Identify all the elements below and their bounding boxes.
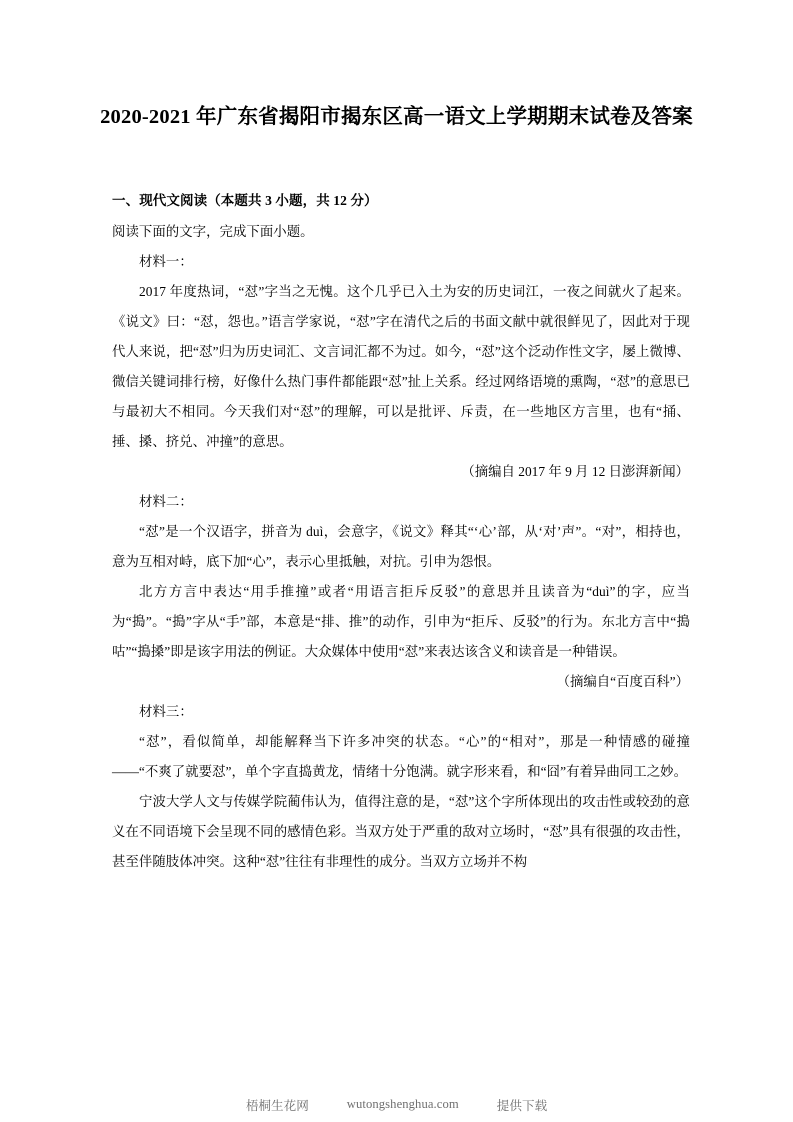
material-one-paragraph: 2017 年度热词，“怼”字当之无愧。这个几乎已入土为安的历史词江，一夜之间就火了起来。《说文》曰：“怼，怨也。”语言学家说，“怼”字在清代之后的书面文献中就很鲜见了，因此对于现代人来说，把“怼”归为历史词汇、文言词汇都不为过。如今，“怼”这个泛动作性文字，屡上微博、微信关键词排行榜，好像什么热门事件都能跟“怼”扯上关系。经过网络语境的熏陶，“怼”的意思已与最初大不相同。今天我们对“怼”的理解，可以是批评、斥责，在一些地区方言里，也有“捅、捶、搡、挤兑、冲撞”的意思。	[112, 284, 690, 449]
section-instruction: 阅读下面的文字，完成下面小题。	[112, 224, 314, 239]
material-three-paragraph-1: “怼”，看似简单，却能解释当下许多冲突的状态。“心”的“相对”，那是一种情感的碰撞——“不爽了就要怼”，单个字直捣黄龙，情绪十分饱满。就字形来看，和“囧”有着异曲同工之妙。	[112, 734, 690, 779]
footer-site-url: wutongshenghua.com	[346, 1096, 459, 1111]
material-two-paragraph-2: 北方方言中表达“用手推撞”或者“用语言拒斥反驳”的意思并且读音为“duì”的字，应当为“搗”。“搗”字从“手”部，本意是“排、推”的动作，引申为“拒斥、反驳”的行为。东北方言中“搗咕”“搗搡”即是该字用法的例证。大众媒体中使用“怼”来表达该含义和读音是一种错误。	[112, 584, 690, 659]
page-title: 2020-2021 年广东省揭阳市揭东区高一语文上学期期末试卷及答案	[100, 106, 693, 128]
material-two-label: 材料二：	[139, 494, 193, 509]
page-footer	[0, 1086, 793, 1122]
material-two-attribution: （摘编自“百度百科”）	[556, 674, 689, 689]
footer-site-name: 梧桐生花网	[245, 1098, 309, 1113]
document-body	[0, 188, 793, 877]
material-two-paragraph-1: “怼”是一个汉语字，拼音为 duì，会意字，《说文》释其“‘心’部，从‘对’声”。“对”，相持也，意为互相对峙，底下加“心”，表示心里抵触，对抗。引申为怨恨。	[112, 524, 690, 569]
material-one-attribution: （摘编自 2017 年 9 月 12 日澎湃新闻）	[461, 464, 689, 479]
material-one-label: 材料一：	[139, 254, 193, 269]
material-three-label: 材料三：	[139, 704, 193, 719]
footer-download-label: 提供下载	[496, 1098, 548, 1113]
material-three-paragraph-2: 宁波大学人文与传媒学院蔺伟认为，值得注意的是，“怼”这个字所体现出的攻击性或较劲的意义在不同语境下会呈现不同的感情色彩。当双方处于严重的敌对立场时，“怼”具有很强的攻击性，甚至伴随肢体冲突。这种“怼”往往有非理性的成分。当双方立场并不构	[112, 794, 690, 869]
section-heading-modern-reading: 一、现代文阅读（本题共 3 小题，共 12 分）	[112, 193, 378, 208]
